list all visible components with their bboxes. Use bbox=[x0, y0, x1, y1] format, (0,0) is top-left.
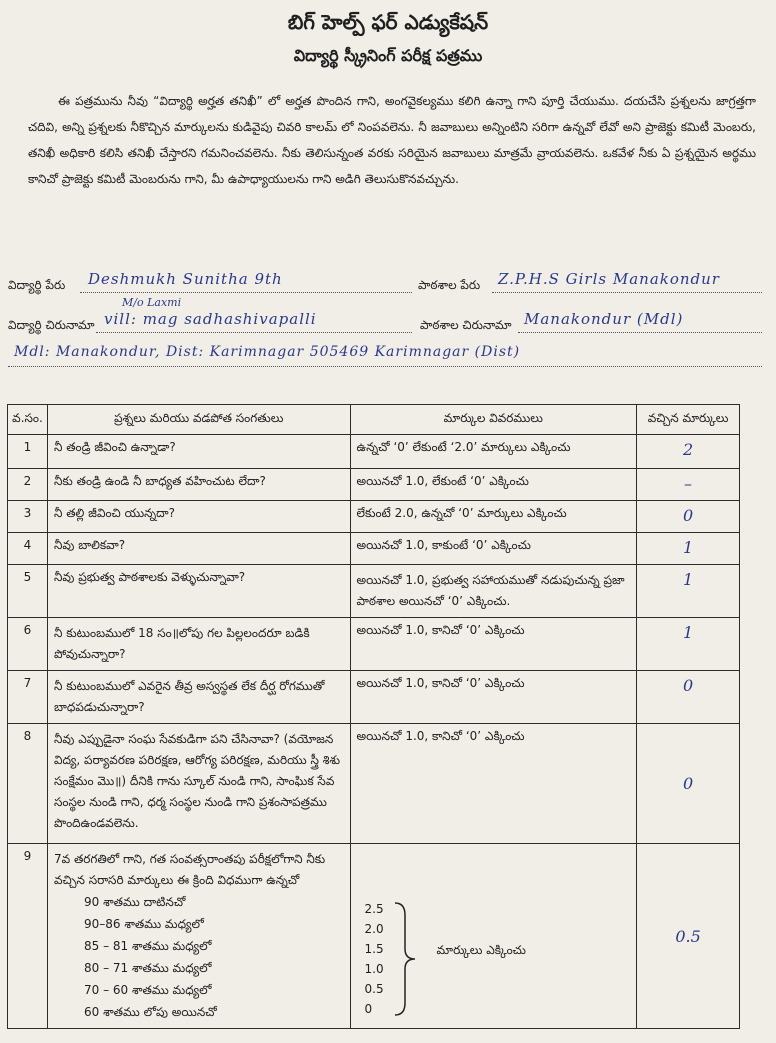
school-name-label: పాఠశాల పేరు bbox=[418, 278, 481, 292]
school-name-line bbox=[492, 292, 762, 293]
header-questions: ప్రశ్నలు మరియు వడపోత సంగతులు bbox=[47, 405, 350, 435]
table-row bbox=[8, 435, 740, 469]
row-details: అయినచో 1.0, కానిచో ‘0’ ఎక్కించు bbox=[350, 724, 637, 844]
student-address-label: విద్యార్థి చిరునామా bbox=[8, 318, 95, 332]
school-address-label: పాఠశాల చిరునామా bbox=[420, 318, 512, 332]
range-item: 60 శాతము లోపు అయినచో bbox=[83, 1005, 217, 1019]
row-question: నీకు తండ్రి ఉండి నీ బాధ్యత వహించుట లేదా? bbox=[47, 469, 350, 501]
table-row bbox=[8, 469, 740, 501]
row-question: 7వ తరగతిలో గాని, గత సంవత్సరాంతపు పరీక్షలోగాని నీకు వచ్చిన సరాసరి మార్కులు ఈ క్రింది విధముగా ఉన్నచో bbox=[53, 852, 326, 887]
table-row bbox=[8, 844, 740, 1029]
row-mark[interactable]: 1 bbox=[637, 618, 740, 671]
student-name-label: విద్యార్థి పేరు bbox=[8, 278, 66, 292]
school-address-value[interactable]: Manakondur (Mdl) bbox=[524, 310, 684, 328]
row-number: 6 bbox=[8, 618, 48, 671]
table-row bbox=[8, 618, 740, 671]
screening-table bbox=[7, 404, 740, 1029]
row-details: అయినచో 1.0, కానిచో ‘0’ ఎక్కించు bbox=[350, 618, 637, 671]
page-title: బిగ్ హెల్ప్ ఫర్ ఎడ్యుకేషన్ bbox=[287, 10, 489, 34]
address-line2-dots bbox=[8, 366, 762, 367]
table-row bbox=[8, 533, 740, 565]
row-number: 8 bbox=[8, 724, 48, 844]
row-question-cell bbox=[47, 844, 350, 1029]
row-question: నీవు బాలికవా? bbox=[47, 533, 350, 565]
table-row bbox=[8, 671, 740, 724]
row-details: అయినచో 1.0, కానిచో ‘0’ ఎక్కించు bbox=[350, 671, 637, 724]
row-mark[interactable]: 0 bbox=[637, 671, 740, 724]
row-number: 3 bbox=[8, 501, 48, 533]
table-header-row bbox=[8, 405, 740, 435]
range-item: 90–86 శాతము మధ్యలో bbox=[83, 917, 204, 931]
score-item: 1.5 bbox=[364, 942, 384, 956]
row-number: 4 bbox=[8, 533, 48, 565]
row-number: 7 bbox=[8, 671, 48, 724]
student-address-value[interactable]: vill: mag sadhashivapalli bbox=[104, 310, 317, 328]
row-question: నీ కుటుంబములో ఎవరైన తీవ్ర అస్వస్థత లేక దీర్ఘ రోగముతో బాధపడుచున్నారా? bbox=[47, 671, 350, 724]
row-number: 1 bbox=[8, 435, 48, 469]
row-number: 9 bbox=[8, 844, 48, 1029]
range-item: 85 – 81 శాతము మధ్యలో bbox=[83, 939, 212, 953]
row-details-cell bbox=[350, 844, 637, 1029]
school-address-line bbox=[518, 332, 762, 333]
row-details: లేకుంటే 2.0, ఉన్నచో ‘0’ మార్కులు ఎక్కించు bbox=[350, 501, 637, 533]
row-question: నీవు ఎప్పుడైనా సంఘ సేవకుడిగా పని చేసినావా? (వయోజన విద్య, పర్యావరణ పరిరక్షణ, ఆరోగ్య పరిరక్షణ, మరియు స్త్రీ శిశు సంక్షేమం మొ॥) దీనికి గాను స్కూల్ నుండి గాని, సాంఘిక సేవ సంస్థల నుండి గాని, ధర్మ సంస్థల నుండి గాని ప్రశంసాపత్రము పొందిఉండవలెను. bbox=[47, 724, 350, 844]
header-marks-obtained: వచ్చిన మార్కులు bbox=[637, 405, 740, 435]
range-item: 90 శాతము దాటినచో bbox=[83, 895, 186, 909]
row-mark[interactable]: 2 bbox=[637, 435, 740, 469]
row-details: అయినచో 1.0, కాకుంటే ‘0’ ఎక్కించు bbox=[350, 533, 637, 565]
score-note: మార్కులు ఎక్కించు bbox=[436, 943, 526, 957]
score-item: 1.0 bbox=[364, 962, 384, 976]
score-item: 0 bbox=[364, 1002, 373, 1016]
row-details: అయినచో 1.0, లేకుంటే ‘0’ ఎక్కించు bbox=[350, 469, 637, 501]
row-question: నీ తండ్రి జీవించి ఉన్నాడా? bbox=[47, 435, 350, 469]
school-name-value[interactable]: Z.P.H.S Girls Manakondur bbox=[498, 270, 720, 288]
row-mark[interactable]: 0 bbox=[637, 724, 740, 844]
row-number: 5 bbox=[8, 565, 48, 618]
student-name-value[interactable]: Deshmukh Sunitha 9th bbox=[88, 270, 283, 288]
row-mark[interactable]: 0 bbox=[637, 501, 740, 533]
row-mark[interactable]: 0.5 bbox=[637, 844, 740, 1029]
page-subtitle: విద్యార్థి స్క్రీనింగ్ పరీక్ష పత్రము bbox=[293, 46, 483, 65]
table-row bbox=[8, 565, 740, 618]
score-item: 2.0 bbox=[364, 922, 384, 936]
score-item: 2.5 bbox=[364, 902, 384, 916]
table-row bbox=[8, 724, 740, 844]
row-details: అయినచో 1.0, ప్రభుత్వ సహాయముతో నడుపుచున్న ప్రజా పాఠశాల అయినచో ‘0’ ఎక్కించు. bbox=[350, 565, 637, 618]
range-item: 80 – 71 శాతము మధ్యలో bbox=[83, 961, 212, 975]
score-item: 0.5 bbox=[364, 982, 384, 996]
right-brace-icon bbox=[393, 901, 417, 1017]
row-question: నీ కుటుంబములో 18 సం॥లోపు గల పిల్లలందరూ బడికి పోవుచున్నారా? bbox=[47, 618, 350, 671]
row-number: 2 bbox=[8, 469, 48, 501]
header-mark-details: మార్కుల వివరములు bbox=[350, 405, 637, 435]
row-question: నీవు ప్రభుత్వ పాఠశాలకు వెళ్ళుచున్నావా? bbox=[47, 565, 350, 618]
row-mark[interactable]: 1 bbox=[637, 533, 740, 565]
instructions-text: ఈ పత్రమును నీవు “విద్యార్థి అర్హత తనిఖీ” లో అర్హత పొందిన గాని, అంగవైకల్యము కలిగి ఉన్నా గాని పూర్తి చేయుము. దయచేసి ప్రశ్నలను జాగ్రత్తగా చదివి, అన్ని ప్రశ్నలకు నీకొచ్చిన మార్కులను కుడివైపు చివరి కాలమ్ లో నింపవలెను. నీ జవాబులు అన్నింటిని సరిగా ఉన్నవో లేవో అని ప్రాజెక్టు కమిటీ మెంబరు, తనిఖీ అధికారి కలిసి తనిఖీ చేస్తారని గమనించవలెను. నీకు తెలిసున్నంత వరకు సరియైన జవాబులు మాత్రమే వ్రాయవలెను. ఒకవేళ నీకు ఏ ప్రశ్నయైన అర్థము కానిచో ప్రాజెక్టు కమిటీ మెంబరును గాని, మీ ఉపాధ్యాయులను గాని అడిగి తెలుసుకొనవచ్చును. bbox=[28, 94, 756, 186]
table-row bbox=[8, 501, 740, 533]
address-note: M/o Laxmi bbox=[122, 296, 182, 309]
row-mark[interactable]: 1 bbox=[637, 565, 740, 618]
address-line2-value[interactable]: Mdl: Manakondur, Dist: Karimnagar 505469 Karimnagar (Dist) bbox=[14, 344, 521, 360]
row-question: నీ తల్లి జీవించి యున్నదా? bbox=[47, 501, 350, 533]
header-serial: వ.సం. bbox=[8, 405, 48, 435]
student-address-line bbox=[96, 332, 412, 333]
instructions-paragraph bbox=[28, 88, 756, 192]
student-name-line bbox=[80, 292, 412, 293]
score-list bbox=[365, 899, 384, 1019]
row-details: ఉన్నచో ‘0’ లేకుంటే ‘2.0’ మార్కులు ఎక్కించు bbox=[350, 435, 637, 469]
row-mark[interactable]: – bbox=[637, 469, 740, 501]
range-item: 70 – 60 శాతము మధ్యలో bbox=[83, 983, 212, 997]
